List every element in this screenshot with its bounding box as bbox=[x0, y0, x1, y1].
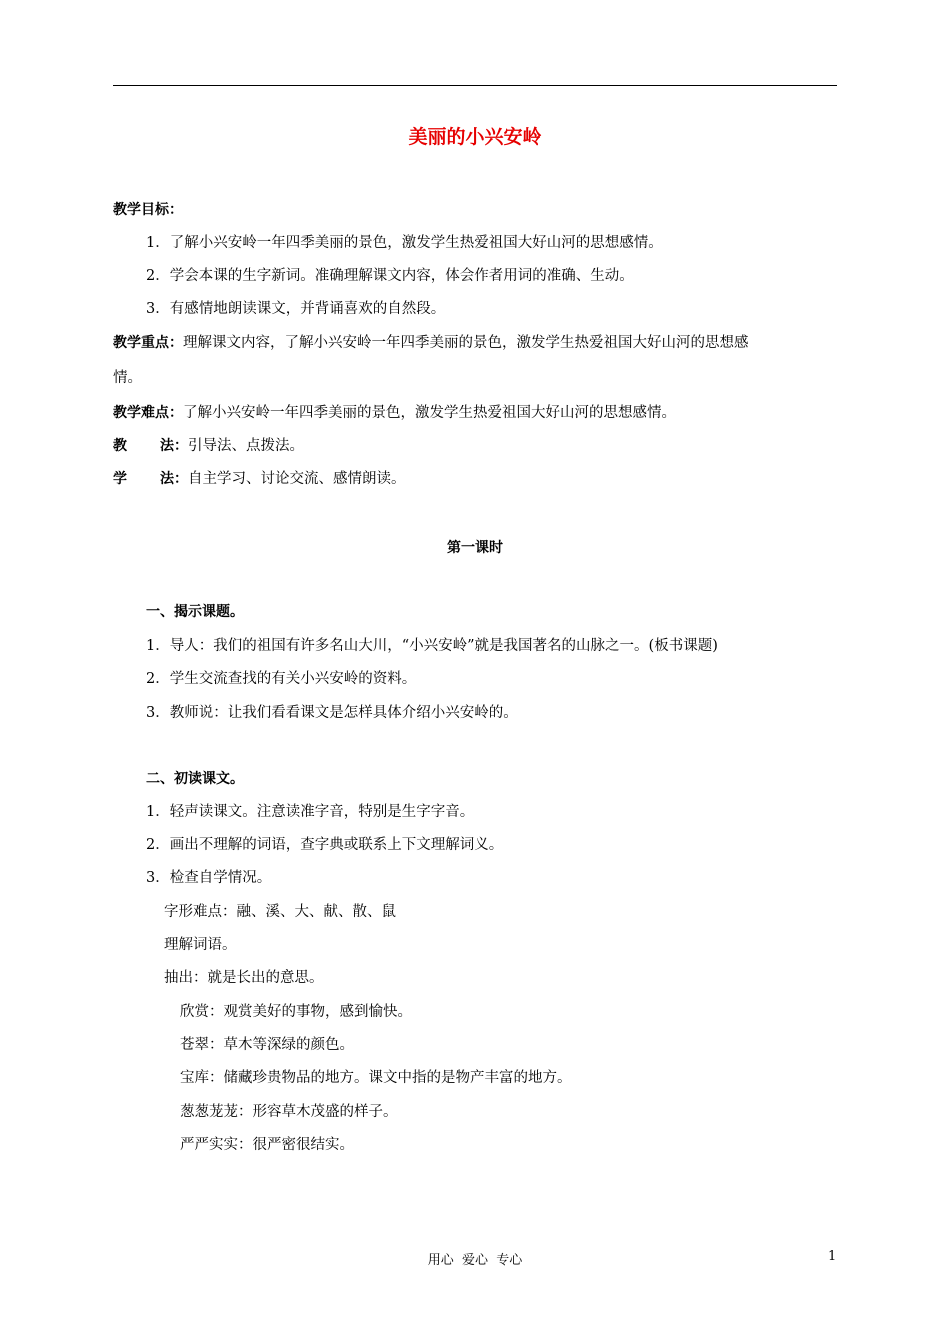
objective-item-3: 3．有感情地朗读课文，并背诵喜欢的自然段。 bbox=[146, 301, 446, 317]
lesson-title: 第一课时 bbox=[447, 540, 503, 556]
part2-sub-item-1: 字形难点：融、溪、大、献、散、鼠 bbox=[164, 904, 396, 920]
learning-method-label-a: 学 bbox=[113, 471, 127, 487]
document-title: 美丽的小兴安岭 bbox=[408, 126, 542, 148]
objectives-heading: 教学目标： bbox=[113, 202, 183, 218]
part2-item-2: 2．画出不理解的词语，查字典或联系上下文理解词义。 bbox=[146, 837, 504, 853]
learning-method-line bbox=[113, 469, 406, 489]
part2-heading: 二、初读课文。 bbox=[146, 771, 244, 787]
page-footer: 用心 爱心 专心 bbox=[427, 1253, 523, 1268]
difficulty-line bbox=[113, 403, 676, 423]
difficulty-text: 了解小兴安岭一年四季美丽的景色，激发学生热爱祖国大好山河的思想感情。 bbox=[183, 405, 676, 421]
objective-item-1: 1．了解小兴安岭一年四季美丽的景色，激发学生热爱祖国大好山河的思想感情。 bbox=[146, 235, 663, 251]
vocab-item-1: 欣赏：观赏美好的事物，感到愉快。 bbox=[180, 1004, 412, 1020]
learning-method-label-b: 法： bbox=[160, 471, 188, 487]
key-point-line bbox=[113, 333, 749, 353]
part2-sub-item-2: 理解词语。 bbox=[164, 937, 237, 953]
part1-item-3: 3．教师说：让我们看看课文是怎样具体介绍小兴安岭的。 bbox=[146, 705, 518, 721]
teaching-method-label-b: 法： bbox=[160, 438, 188, 454]
part1-item-2: 2．学生交流查找的有关小兴安岭的资料。 bbox=[146, 671, 417, 687]
key-point-label: 教学重点： bbox=[113, 335, 183, 351]
part1-item-1: 1．导人：我们的祖国有许多名山大川，“小兴安岭”就是我国著名的山脉之一。(板书课题) bbox=[146, 638, 718, 654]
vocab-item-5: 严严实实：很严密很结实。 bbox=[180, 1137, 354, 1153]
header-rule bbox=[113, 85, 837, 86]
key-point-text: 理解课文内容，了解小兴安岭一年四季美丽的景色，激发学生热爱祖国大好山河的思想感 bbox=[183, 335, 749, 351]
part2-item-3: 3．检查自学情况。 bbox=[146, 870, 272, 886]
teaching-method-label-a: 教 bbox=[113, 438, 127, 454]
part2-sub-item-3: 抽出：就是长出的意思。 bbox=[164, 970, 324, 986]
part2-item-1: 1．轻声读课文。注意读准字音，特别是生字字音。 bbox=[146, 804, 475, 820]
key-point-text-cont: 情。 bbox=[113, 370, 142, 386]
objective-item-2: 2．学会本课的生字新词。准确理解课文内容，体会作者用词的准确、生动。 bbox=[146, 268, 634, 284]
vocab-item-3: 宝库：储藏珍贵物品的地方。课文中指的是物产丰富的地方。 bbox=[180, 1070, 572, 1086]
teaching-method-line bbox=[113, 436, 304, 456]
part1-heading: 一、揭示课题。 bbox=[146, 604, 244, 620]
difficulty-label: 教学难点： bbox=[113, 405, 183, 421]
vocab-item-2: 苍翠：草木等深绿的颜色。 bbox=[180, 1037, 354, 1053]
learning-method-text: 自主学习、讨论交流、感情朗读。 bbox=[188, 471, 406, 487]
teaching-method-text: 引导法、点拨法。 bbox=[188, 438, 304, 454]
vocab-item-4: 葱葱茏茏：形容草木茂盛的样子。 bbox=[180, 1104, 398, 1120]
page-number: 1 bbox=[828, 1249, 837, 1264]
